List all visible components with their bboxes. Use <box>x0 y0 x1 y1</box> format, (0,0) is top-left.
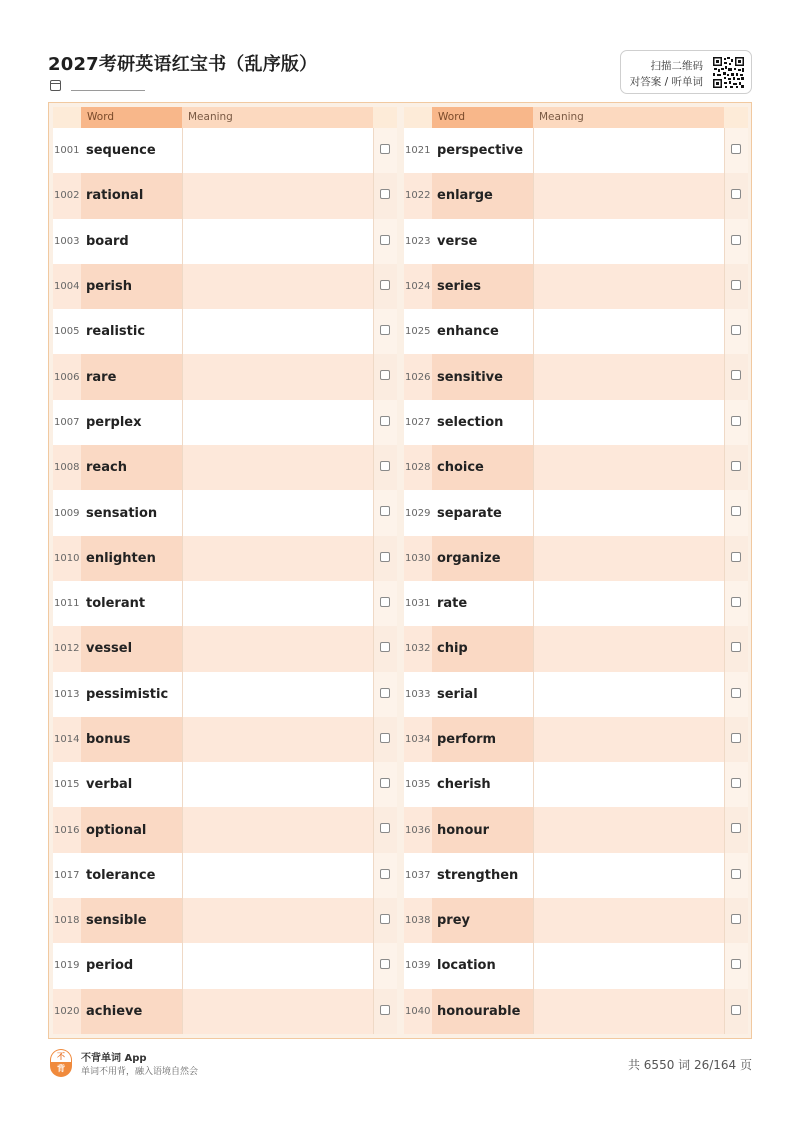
word-number: 1003 <box>54 235 80 247</box>
vocab-word: sensitive <box>437 369 503 385</box>
logo-bottom-char: 背 <box>50 1062 72 1077</box>
table-row <box>404 128 748 173</box>
word-number: 1001 <box>54 145 80 157</box>
table-row <box>53 445 397 490</box>
word-number: 1036 <box>405 824 431 836</box>
word-number: 1032 <box>405 643 431 655</box>
table-row <box>53 853 397 898</box>
vocab-word: location <box>437 958 496 974</box>
word-number: 1026 <box>405 371 431 383</box>
vocab-word: sensation <box>86 505 158 521</box>
word-header: Word <box>432 107 533 128</box>
checkbox-icon[interactable] <box>731 416 741 426</box>
table-row <box>53 264 397 309</box>
checkbox-icon[interactable] <box>380 235 390 245</box>
word-number: 1027 <box>405 416 431 428</box>
checkbox-icon[interactable] <box>380 869 390 879</box>
word-number: 1002 <box>54 190 80 202</box>
vocab-word: sensible <box>86 913 147 929</box>
word-number: 1038 <box>405 915 431 927</box>
table-header <box>53 107 397 128</box>
checkbox-icon[interactable] <box>380 733 390 743</box>
checkbox-icon[interactable] <box>380 688 390 698</box>
checkbox-icon[interactable] <box>731 461 741 471</box>
word-number: 1022 <box>405 190 431 202</box>
vocab-word: organize <box>437 550 501 566</box>
right-column <box>404 107 748 1034</box>
date-field[interactable] <box>71 81 145 91</box>
word-number: 1023 <box>405 235 431 247</box>
checkbox-icon[interactable] <box>731 914 741 924</box>
table-row <box>53 807 397 852</box>
app-slogan: 单词不用背，融入语境自然会 <box>81 1067 199 1077</box>
word-number: 1014 <box>54 734 80 745</box>
word-number: 1039 <box>405 960 431 972</box>
checkbox-icon[interactable] <box>731 688 741 698</box>
checkbox-icon[interactable] <box>380 416 390 426</box>
vocab-word: sequence <box>86 143 156 159</box>
table-row <box>53 536 397 581</box>
word-number: 1037 <box>405 869 431 881</box>
vocab-word: cherish <box>437 777 491 793</box>
checkbox-icon[interactable] <box>731 189 741 199</box>
table-row <box>404 943 748 988</box>
table-row <box>404 762 748 807</box>
table-row <box>404 173 748 218</box>
word-number: 1024 <box>405 281 431 293</box>
vocab-word: rate <box>437 596 468 612</box>
checkbox-icon[interactable] <box>731 235 741 245</box>
word-number: 1029 <box>405 507 431 519</box>
word-number: 1004 <box>54 281 80 293</box>
word-number: 1040 <box>405 1005 431 1017</box>
table-row <box>53 490 397 535</box>
vocab-word: perspective <box>437 143 524 159</box>
table-row <box>53 219 397 264</box>
checkbox-icon[interactable] <box>380 280 390 290</box>
checkbox-icon[interactable] <box>380 325 390 335</box>
table-row <box>404 309 748 354</box>
vocab-word: tolerance <box>86 867 156 883</box>
table-row <box>404 581 748 626</box>
checkbox-icon[interactable] <box>731 733 741 743</box>
vocab-word: period <box>86 958 134 974</box>
vocab-word: perform <box>437 732 497 747</box>
word-number: 1013 <box>54 688 80 700</box>
checkbox-icon[interactable] <box>731 869 741 879</box>
table-row <box>53 400 397 445</box>
checkbox-icon[interactable] <box>380 823 390 833</box>
word-number: 1010 <box>54 552 80 564</box>
vocab-word: vessel <box>86 641 133 657</box>
vocab-word: series <box>437 279 481 295</box>
checkbox-icon[interactable] <box>380 189 390 199</box>
table-row <box>404 400 748 445</box>
vocab-sheet <box>48 102 752 1039</box>
word-number: 1006 <box>54 371 80 383</box>
table-row <box>404 354 748 399</box>
qr-code-icon[interactable] <box>712 56 745 89</box>
table-row <box>53 354 397 399</box>
checkbox-icon[interactable] <box>731 280 741 290</box>
qr-caption <box>630 58 703 90</box>
table-row <box>404 626 748 671</box>
checkbox-icon[interactable] <box>731 642 741 652</box>
left-column <box>53 107 397 1034</box>
vocab-word: realistic <box>86 324 146 340</box>
vocab-word: prey <box>437 913 471 929</box>
checkbox-icon[interactable] <box>380 461 390 471</box>
vocab-word: enhance <box>437 324 499 340</box>
word-number: 1011 <box>54 598 80 610</box>
vocab-word: verse <box>437 233 478 249</box>
vocab-word: choice <box>437 460 484 476</box>
checkbox-icon[interactable] <box>731 823 741 833</box>
qr-line-1: 扫描二维码 <box>650 60 703 72</box>
table-row <box>404 717 748 762</box>
word-number: 1019 <box>54 960 80 972</box>
vocab-word: bonus <box>86 732 131 747</box>
meaning-header: Meaning <box>182 107 373 128</box>
checkbox-icon[interactable] <box>380 552 390 562</box>
app-logo <box>50 1049 72 1077</box>
table-header <box>404 107 748 128</box>
table-row <box>53 762 397 807</box>
checkbox-icon[interactable] <box>731 552 741 562</box>
word-number: 1017 <box>54 869 80 881</box>
table-row <box>404 536 748 581</box>
checkbox-icon[interactable] <box>731 778 741 788</box>
date-row <box>50 80 145 91</box>
vocab-word: achieve <box>86 1003 143 1019</box>
calendar-icon <box>50 80 61 91</box>
word-number: 1016 <box>54 824 80 836</box>
word-number: 1007 <box>54 416 80 428</box>
vocab-word: chip <box>437 641 468 657</box>
word-number: 1033 <box>405 688 431 700</box>
table-row <box>53 309 397 354</box>
table-row <box>53 173 397 218</box>
table-row <box>53 672 397 717</box>
vocab-word: verbal <box>86 777 133 793</box>
word-number: 1015 <box>54 779 80 791</box>
vocab-word: selection <box>437 414 504 430</box>
word-number: 1005 <box>54 326 80 338</box>
qr-panel[interactable] <box>620 50 752 94</box>
vocab-word: honourable <box>437 1003 521 1019</box>
table-row <box>404 219 748 264</box>
vocab-word: serial <box>437 686 478 702</box>
table-row <box>53 989 397 1034</box>
word-number: 1025 <box>405 326 431 338</box>
word-number: 1008 <box>54 462 80 474</box>
word-number: 1028 <box>405 462 431 474</box>
table-row <box>404 989 748 1034</box>
checkbox-icon[interactable] <box>731 597 741 607</box>
checkbox-icon[interactable] <box>380 144 390 154</box>
vocab-word: pessimistic <box>86 686 169 702</box>
vocab-word: rare <box>86 369 117 385</box>
checkbox-icon[interactable] <box>380 597 390 607</box>
word-number: 1030 <box>405 552 431 564</box>
meaning-header: Meaning <box>533 107 724 128</box>
app-name: 不背单词 App <box>81 1053 147 1064</box>
table-row <box>404 445 748 490</box>
table-row <box>53 626 397 671</box>
table-row <box>404 807 748 852</box>
logo-top-char: 不 <box>50 1049 72 1063</box>
vocab-word: tolerant <box>86 596 146 612</box>
checkbox-icon[interactable] <box>731 325 741 335</box>
checkbox-icon[interactable] <box>731 506 741 516</box>
checkbox-icon[interactable] <box>731 144 741 154</box>
vocab-word: enlarge <box>437 188 493 204</box>
vocab-word: reach <box>86 460 127 476</box>
checkbox-icon[interactable] <box>380 370 390 380</box>
word-number: 1035 <box>405 779 431 791</box>
word-number: 1009 <box>54 507 80 519</box>
table-row <box>53 717 397 762</box>
word-number: 1021 <box>405 145 431 157</box>
vocab-word: strengthen <box>437 867 519 883</box>
vocab-word: honour <box>437 822 490 838</box>
table-row <box>404 898 748 943</box>
page-counter: 共 6550 词 26/164 页 <box>627 1058 752 1072</box>
checkbox-icon[interactable] <box>380 642 390 652</box>
table-row <box>404 264 748 309</box>
vocab-word: perplex <box>86 414 142 430</box>
checkbox-icon[interactable] <box>380 959 390 969</box>
vocab-word: optional <box>86 822 147 838</box>
table-row <box>404 490 748 535</box>
page-title: 2027考研英语红宝书（乱序版） <box>48 54 318 75</box>
vocab-word: separate <box>437 505 502 521</box>
checkbox-icon[interactable] <box>731 959 741 969</box>
checkbox-icon[interactable] <box>731 370 741 380</box>
table-row <box>404 853 748 898</box>
table-row <box>53 128 397 173</box>
word-header: Word <box>81 107 182 128</box>
vocab-word: perish <box>86 279 132 295</box>
word-number: 1020 <box>54 1005 80 1017</box>
vocab-word: rational <box>86 188 144 204</box>
checkbox-icon[interactable] <box>380 914 390 924</box>
checkbox-icon[interactable] <box>380 778 390 788</box>
word-number: 1034 <box>405 734 431 745</box>
table-row <box>53 581 397 626</box>
table-row <box>404 672 748 717</box>
qr-line-2: 对答案 / 听单词 <box>629 76 703 88</box>
checkbox-icon[interactable] <box>380 506 390 516</box>
word-number: 1031 <box>405 598 431 610</box>
checkbox-icon[interactable] <box>731 1005 741 1015</box>
checkbox-icon[interactable] <box>380 1005 390 1015</box>
vocab-word: enlighten <box>86 550 156 566</box>
word-number: 1018 <box>54 915 80 927</box>
table-row <box>53 898 397 943</box>
table-row <box>53 943 397 988</box>
word-number: 1012 <box>54 643 80 655</box>
vocab-word: board <box>86 233 129 249</box>
